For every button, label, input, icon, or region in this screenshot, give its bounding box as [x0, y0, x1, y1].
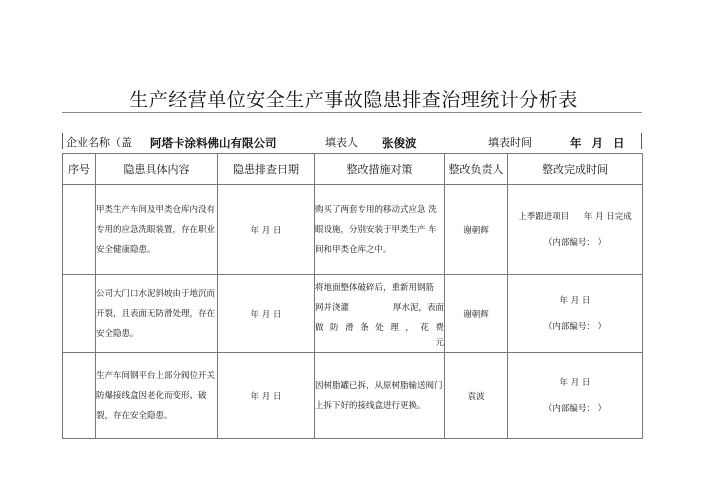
responsible-person: 袁波 — [445, 353, 508, 439]
completion-time — [508, 275, 643, 353]
row-no — [63, 353, 96, 439]
header-no: 序号 — [63, 154, 96, 185]
page-title: 生产经营单位安全生产事故隐患排查治理统计分析表 — [129, 89, 578, 111]
completion-date: 年 月 日 — [559, 377, 591, 388]
check-date: 年 月 日 — [218, 185, 315, 275]
row-no — [63, 275, 96, 353]
hazard-description: 甲类生产车间及甲类仓库内没有专用的应急洗眼装置，存在职业安全健康隐患。 — [96, 185, 218, 275]
check-date: 年 月 日 — [218, 353, 315, 439]
header-person: 整改负责人 — [445, 154, 508, 185]
measure-line: 元 — [435, 338, 444, 348]
info-divider-left — [62, 133, 63, 149]
measure-line: 做防滑条处理，花费 — [315, 323, 444, 333]
table-header-row — [63, 154, 643, 185]
measure-line: 网并浇灌 — [315, 303, 350, 313]
internal-number: （内部编号： ） — [543, 403, 607, 414]
responsible-person: 谢朝辉 — [445, 275, 508, 353]
table-row — [63, 185, 643, 275]
table-row — [63, 275, 643, 353]
info-divider-right — [641, 133, 642, 149]
completion-time — [508, 185, 643, 275]
completion-date: 年 月 日 — [559, 295, 591, 306]
responsible-person: 谢朝辉 — [445, 185, 508, 275]
measure-line: 将地面整体破碎后，重新用钢筋 — [315, 283, 435, 293]
filler-label: 填表人 — [325, 136, 358, 149]
hazard-description: 公司大门口水泥斜坡由于地沉而开裂，且表面无防滑处理，存在安全隐患。 — [96, 275, 218, 353]
row-no — [63, 185, 96, 275]
completion-date: 年 月 日完成 — [583, 211, 632, 222]
company-label: 企业名称（盖 — [66, 136, 132, 149]
header-measure: 整改措施对策 — [315, 154, 445, 185]
completion-time — [508, 353, 643, 439]
table-row — [63, 353, 643, 439]
fill-time-value: 年 月 日 — [570, 136, 625, 150]
header-date: 隐患排查日期 — [218, 154, 315, 185]
hazard-description: 生产车间钢平台上部分阀位开关防爆接线盒因老化而变形、破裂，存在安全隐患。 — [96, 353, 218, 439]
check-date: 年 月 日 — [218, 275, 315, 353]
fill-time-label: 填表时间 — [488, 136, 532, 149]
rectification-measure: 因树脂罐已拆，从原树脂输送阀门上拆下好的接线盒进行更换。 — [315, 353, 445, 439]
header-hazard: 隐患具体内容 — [96, 154, 218, 185]
filler-value: 张俊波 — [382, 136, 417, 150]
internal-number: （内部编号： ） — [543, 321, 607, 332]
company-value: 阿塔卡涂料佛山有限公司 — [150, 136, 277, 150]
internal-number: （内部编号： ） — [543, 237, 607, 248]
completion-prefix: 上季跟进项目 — [518, 211, 570, 222]
hazard-table — [62, 153, 643, 439]
title-underline — [62, 112, 642, 113]
rectification-measure: 购买了两套专用的移动式应急 洗眼设施，分别安装于甲类生产 车间和甲类仓库之中。 — [315, 185, 445, 275]
header-done: 整改完成时间 — [508, 154, 643, 185]
measure-line: 厚水泥，表面 — [392, 303, 444, 313]
rectification-measure — [315, 275, 445, 353]
